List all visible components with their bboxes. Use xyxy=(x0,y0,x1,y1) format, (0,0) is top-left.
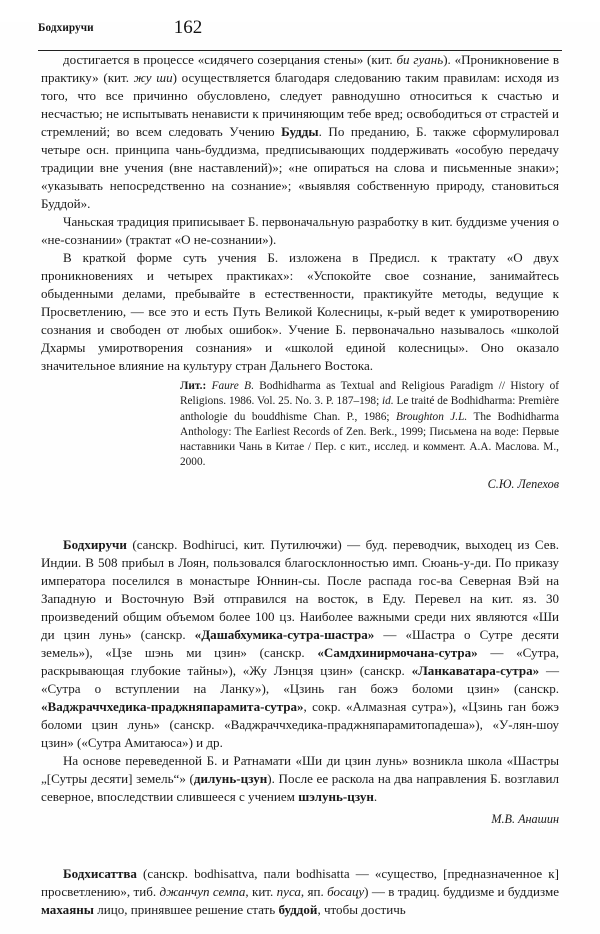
paragraph xyxy=(41,51,559,213)
text-run: В краткой форме суть учения Б. изложена в Предисл. к трактату «О двух проникновениях и четырех практиках»: «Успокойте свое сознание, занимайтесь обыденными делами, пребывайте в естественности, практикуйте методы, ведущие к Просветлению, — все это и есть Путь Великой Колесницы, к-рый ведет к умиротворению сознания и свободен от любых ошибок». Учение Б. первоначально называлось «школой Дхармы умиротворения сознания» и «школой единой колесницы». Оно оказало значительное влияние на культуру стран Дальнего Востока. xyxy=(41,250,559,373)
text-run: лицо, принявшее решение стать xyxy=(93,901,279,917)
bold-run: «Ваджраччхедика-праджняпарамита-сутра» xyxy=(41,698,304,714)
text-run: , кит. xyxy=(245,883,277,899)
paragraph xyxy=(41,752,559,806)
entry-spacer xyxy=(41,827,559,865)
entry-bodhiruci xyxy=(41,536,559,827)
bold-run: Будды xyxy=(281,124,319,139)
italic-run: id. xyxy=(382,395,394,408)
italic-run: би гуань xyxy=(396,52,444,67)
bold-run: буддой xyxy=(278,901,318,917)
text-run: The Bodhidharma Anthology: The Earliest Records of Zen. Berk., 1999; Письмена на воде: Первые наставники Чань в Китае / Пер. с кит., исслед. и коммент. А.А. Маслова. М., 2000. xyxy=(180,410,559,469)
entry-spacer xyxy=(41,492,559,536)
text-run: ) — в традиц. буддизме и буддизме xyxy=(364,883,559,899)
author-signature: С.Ю. Лепехов xyxy=(487,476,559,491)
running-head xyxy=(38,17,560,48)
bold-run: дилунь-цзун xyxy=(193,770,268,786)
author-signature: М.В. Анашин xyxy=(491,811,559,826)
page-number: 162 xyxy=(173,17,203,38)
text-run: — «Сутра о вступлении на Ланку»), «Цзинь ган божэ боломи цзин» (санскр. xyxy=(41,662,559,696)
bold-run: «Самдхинирмочана-сутра» xyxy=(317,644,478,660)
literature-block xyxy=(180,379,559,471)
text-run: ). «Проникновение в практику» (кит. xyxy=(41,52,559,85)
running-head-title: Бодхиручи xyxy=(38,22,94,34)
paragraph xyxy=(41,536,559,752)
italic-run: Faure B xyxy=(211,380,252,392)
entry-bodhisattva xyxy=(41,865,559,919)
text-run: ) осуществляется благодаря следованию таким правилам: исходя из того, что все причинно обусловлено, следует равнодушно относиться к счастью и несчастью; не испытывать ненависти к причиняющим тебе вред; освободиться от страстей и стремлений; во всем следовать Учению xyxy=(41,70,560,139)
bold-run: шэлунь-цзун xyxy=(298,788,374,804)
text-run: . По преданию, Б. также сформулировал четыре осн. принципа чань-буддизма, предписывающих поддерживать «особую передачу традиции вне учения (вне наставлений)»; «не опираться на слова и письменные знаки»; «указывать непосредственно на сознание»; «выявляя собственную природу, становиться Буддой». xyxy=(41,124,559,211)
text-run: , сокр. «Алмазная сутра»), «Цзинь ган божэ боломи цзин лунь» (санскр. «Ваджраччхедика-праджняпарамитопадеша»), «У-лян-шоу цзин» («Сутра Амитаюса») и др. xyxy=(41,698,559,750)
paragraph xyxy=(41,213,559,249)
italic-run: жу ши xyxy=(133,70,173,85)
bold-run: «Дашабхумика-сутра-шастра» xyxy=(194,626,375,642)
bold-run: Бодхиручи xyxy=(63,536,127,552)
bold-run: Бодхисаттва xyxy=(63,865,137,881)
paragraph xyxy=(41,865,559,919)
literature-text xyxy=(180,380,559,468)
text-run: ). После ее раскола на два направления Б. возглавил северное, впоследствии слившееся с учением xyxy=(41,770,559,804)
text-run: . Bodhidharma as Textual and Religious Paradigm // History of Religions. 1986. Vol. 25. No. 3. P. 187–198; xyxy=(180,380,559,408)
text-run: (санскр. bodhisattva, пали bodhisatta — «существо, [предназначенное к] просветлению», тиб. xyxy=(41,865,559,899)
bold-run: махаяны xyxy=(41,901,94,917)
italic-run: пуса xyxy=(276,883,301,899)
bold-run: «Ланкаватара-сутра» xyxy=(411,662,540,678)
document-page xyxy=(0,17,600,934)
entry-bodhidharma-continued xyxy=(41,51,559,492)
text-run: — «Шастра о Сутре десяти земель»), «Цзе шэнь ми цзин» (санскр. xyxy=(41,626,559,660)
page-body xyxy=(41,51,559,919)
text-run: — «Сутра, раскрывающая глубокие тайны»), «Жу Лэнцзя цзин» (санскр. xyxy=(41,644,560,678)
italic-run: джанчуп семпа xyxy=(159,883,246,899)
text-run: Le traité de Bodhidharma: Première anthologie du bouddhisme Chan. P., 1986; xyxy=(180,395,560,423)
italic-run: босацу xyxy=(327,883,365,899)
paragraph xyxy=(41,249,559,375)
text-run: (санскр. Bodhiruci, кит. Путилючжи) — буд. переводчик, выходец из Сев. Индии. В 508 прибыл в Лоян, пользовался благосклонностью имп. Сюань-у-ди. По приказу императора поселился в монастыре Юннин-сы. После распада гос-ва Северная Вэй на Западную и Восточную Вэй отправился на восток, в Еду. Перевел на кит. яз. 30 произведений общим объемом более 100 цз. Наиболее важными среди них являются «Ши ди цзин лунь» (санскр. xyxy=(41,536,559,642)
text-run: , яп. xyxy=(300,883,328,899)
text-run: Чаньская традиция приписывает Б. первоначальную разработку в кит. буддизме учения о «не-сознании» (трактат «О не-сознании»). xyxy=(41,214,559,247)
text-run: , чтобы достичь xyxy=(317,901,406,917)
italic-run: Broughton J.L. xyxy=(395,410,468,423)
literature-label: Лит.: xyxy=(180,380,207,392)
text-run: . xyxy=(373,788,378,804)
text-run: На основе переведенной Б. и Ратнамати «Ши ди цзин лунь» возникла школа «Шастры „[Сутры десяти] земель“» ( xyxy=(41,752,559,786)
text-run: достигается в процессе «сидячего созерцания стены» (кит. xyxy=(63,52,397,67)
